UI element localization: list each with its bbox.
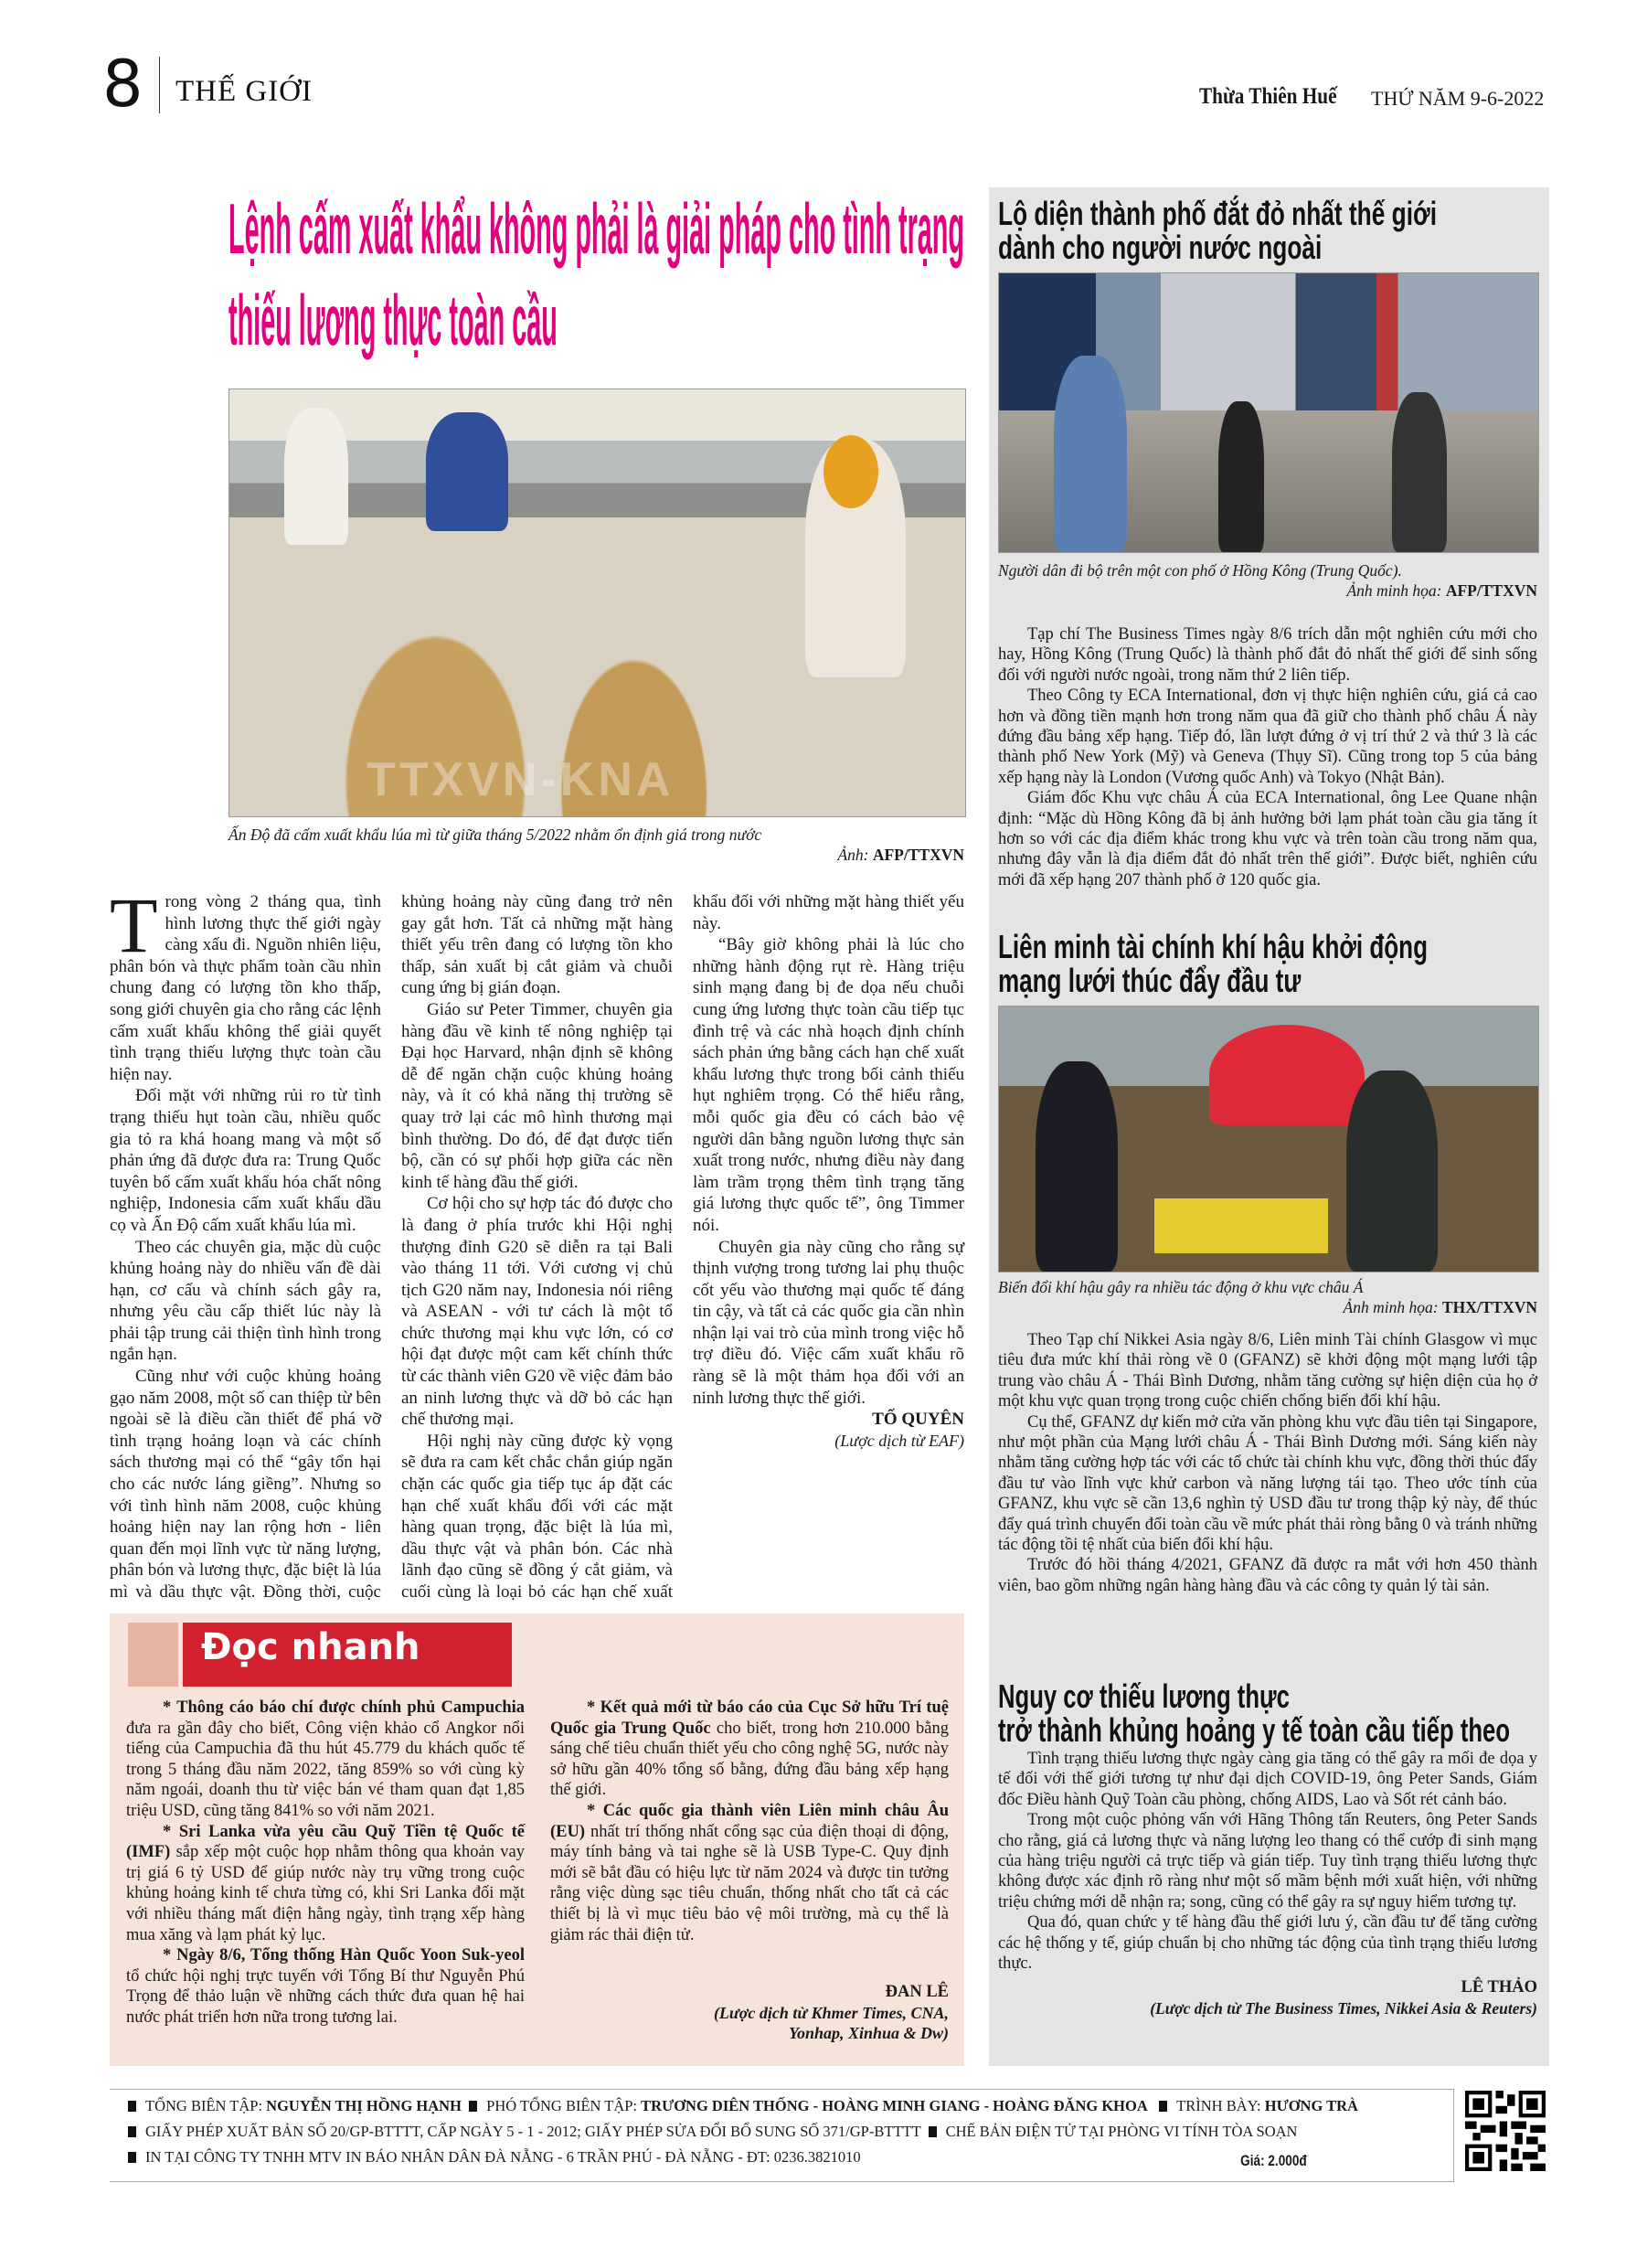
- quick-read-body: [126, 1698, 949, 2059]
- footer-line-license: [128, 2123, 1297, 2141]
- item-lead: * Thông cáo báo chí được chính phủ Campuchia: [163, 1698, 525, 1717]
- quick-read-item: [126, 1945, 525, 2028]
- headline-line: mạng lưới thúc đẩy đầu tư: [998, 962, 1302, 999]
- main-photo-wheat: [228, 389, 966, 817]
- story-paragraph: Cụ thể, GFANZ dự kiến mở cửa văn phòng khu vực đầu tiên tại Singapore, như một phần của Mạng lưới châu Á - Thái Bình Dương mới. Sáng kiến này nhằm tăng cường hợp tác với các tổ chức tài chính khu vực, đồng thời thúc đẩy đầu tư vào lĩnh vực khử carbon và năng lượng tái tạo. Theo ước tính của GFANZ, khu vực sẽ cần 13,6 nghìn tỷ USD đầu tư trong thập kỷ này, để thúc đẩy quá trình chuyển đổi toàn cầu về mức phát thải ròng bằng 0 và tránh những tác động tồi tệ nhất của biến đổi khí hậu.: [998, 1412, 1537, 1555]
- photo-figure: [1346, 1070, 1438, 1272]
- bullet-square-icon: [1159, 2101, 1167, 2112]
- item-text: tổ chức hội nghị trực tuyến với Tổng Bí thư Nguyễn Phú Trọng để thảo luận về những cách thức đưa quan hệ hai nước phát triển hơn nữa trong tương lai.: [126, 1966, 525, 2027]
- photo-credit: [998, 580, 1537, 601]
- quick-read-item: [126, 1822, 525, 1946]
- story1-body: [998, 624, 1537, 890]
- issue-date: THỨ NĂM 9-6-2022: [1371, 87, 1545, 110]
- story3-author: LÊ THẢO: [1461, 1978, 1537, 1997]
- item-text: nhất trí thống nhất cổng sạc của điện thoại di động, máy tính bảng và tai nghe sẽ là USB Type-C. Quy định mới sẽ bắt đầu có hiệu lực từ năm 2024 và được tin tưởng rằng việc dùng sạc tiêu chuẩn, thống nhất cho tất cả các thiết bị là vì mục tiêu bảo vệ môi trường, mà cụ thể là giảm rác thải điện tử.: [550, 1822, 949, 1944]
- quick-read-title: Đọc nhanh: [201, 1626, 420, 1668]
- photo-credit: [228, 845, 964, 865]
- layout-name: HƯƠNG TRÀ: [1264, 2097, 1358, 2114]
- story1-headline: [998, 197, 1599, 264]
- footer-line-editors: [128, 2097, 1358, 2115]
- story3-body: [998, 1749, 1537, 2018]
- item-text: sắp xếp một cuộc họp nhằm thông qua khoản vay trị giá 6 tỷ USD để giúp nước này trụ vững trong cuộc khủng hoảng kinh tế chưa từng có, khi Sri Lanka đối mặt với nhiều tháng mất điện hằng ngày, tình trạng xếp hàng mua xăng và lạm phát kỷ lục.: [126, 1843, 525, 1944]
- caption-text: Người dân đi bộ trên một con phố ở Hồng Kông (Trung Quốc).: [998, 561, 1402, 580]
- photo-figure: [284, 408, 348, 545]
- article-paragraph: Đối mặt với những rủi ro từ tình trạng thiếu hụt toàn cầu, nhiều quốc gia tỏ ra khá hoang mang và một số phản ứng đã được đưa ra: Trung Quốc tuyên bố cấm xuất khẩu hóa chất nông nghiệp, Indonesia cấm xuất khẩu dầu cọ và Ấn Độ cấm xuất khẩu lúa mì.: [110, 1086, 381, 1235]
- main-photo-caption: [228, 825, 964, 865]
- bullet-square-icon: [128, 2101, 136, 2112]
- article-paragraph: Theo các chuyên gia, mặc dù cuộc khủng hoảng này do nhiều vấn đề dài hạn, cơ cấu và chính sách gây ra, nhưng yêu cầu cấp thiết lúc này là phải tập trung cải thiện tình hình trong ngắn hạn.: [110, 1237, 381, 1365]
- story-paragraph: Trước đó hồi tháng 4/2021, GFANZ đã được ra mắt với hơn 450 thành viên, bao gồm những ngân hàng hàng đầu và các công ty quản lý tài sản.: [998, 1556, 1537, 1595]
- photo-figure: [824, 435, 878, 508]
- item-lead: * Ngày 8/6, Tổng thống Hàn Quốc Yoon Suk-yeol: [163, 1946, 525, 1965]
- paragraph-text: rong vòng 2 tháng qua, tình hình lương thực thế giới ngày càng xấu đi. Nguồn nhiên liệu, phân bón và thực phẩm toàn cầu nhìn chung đang có lượng tồn kho thấp, song giới chuyên gia cho rằng các lệnh cấm xuất khẩu không thể giải quyết tình trạng thiếu lượng thực toàn cầu hiện nay.: [110, 892, 381, 1084]
- masthead-footer: [110, 2089, 1454, 2182]
- story-paragraph: Giám đốc Khu vực châu Á của ECA International, ông Lee Quane nhận định: “Mặc dù Hồng Kông đã bị ảnh hưởng bởi lạm phát toàn cầu gia tăng ít hơn so với các địa điểm khác trong khu vực và trên toàn cầu trong năm qua, nhưng đây vẫn là địa điểm đắt đỏ nhất trên thế giới”. Được biết, nghiên cứu mới đã xếp hạng 207 thành phố ở 120 quốc gia.: [998, 789, 1537, 889]
- story-paragraph: Theo Tạp chí Nikkei Asia ngày 8/6, Liên minh Tài chính Glasgow vì mục tiêu đưa mức khí thải ròng về 0 (GFANZ) sẽ khởi động một mạng lưới tập trung vào châu Á - Thái Bình Dương, nhằm tăng cường sự hiện diện của họ ở một khu vực quan trọng trong cuộc chiến chống biến đổi khí hậu.: [998, 1331, 1537, 1411]
- story-paragraph: Trong một cuộc phỏng vấn với Hãng Thông tấn Reuters, ông Peter Sands cho rằng, giá cả lương thực và năng lượng leo thang có thể cướp đi sinh mạng của hàng triệu người cả trực tiếp và gián tiếp. Tuy tình trạng thiếu lương thực không được xác định rõ ràng như một số mầm bệnh mới xuất hiện, với những triệu chứng mới dễ nhận ra; song, cũng có thể gây ra sự nguy hiểm tương tự.: [998, 1811, 1537, 1911]
- item-lead: * Các quốc gia thành viên Liên minh châu Âu (EU): [550, 1801, 949, 1841]
- story2-body: [998, 1330, 1537, 1596]
- credit-source: AFP/TTXVN: [1445, 581, 1537, 600]
- credit-source: AFP/TTXVN: [872, 846, 964, 864]
- story1-caption: [998, 560, 1537, 601]
- story2-headline: [998, 930, 1592, 997]
- section-title: THẾ GIỚI: [175, 75, 313, 108]
- deputy-names: TRƯƠNG DIÊN THỐNG - HOÀNG MINH GIANG - HOÀNG ĐĂNG KHOA: [641, 2097, 1148, 2114]
- printer-text: IN TẠI CÔNG TY TNHH MTV IN BÁO NHÂN DÂN ĐÀ NẴNG - 6 TRẦN PHÚ - ĐÀ NẴNG - ĐT: 0236.3821010: [145, 2148, 861, 2166]
- credit-source: THX/TTXVN: [1441, 1298, 1537, 1316]
- story-paragraph: Tạp chí The Business Times ngày 8/6 trích dẫn một nghiên cứu mới cho hay, Hồng Kông (Trung Quốc) là thành phố đắt đỏ nhất thế giới để sinh sống đối với người nước ngoài, trong năm thứ 2 liên tiếp.: [998, 625, 1537, 685]
- license-text: GIẤY PHÉP XUẤT BẢN SỐ 20/GP-BTTTT, CẤP NGÀY 5 - 1 - 2012; GIẤY PHÉP SỬA ĐỔI BỔ SUNG SỐ 371/GP-BTTTT: [145, 2123, 921, 2140]
- main-headline: [228, 183, 964, 366]
- main-article-body: [110, 881, 964, 1613]
- item-text: cho biết, trong hơn 210.000 bằng sáng chế tiêu chuẩn thiết yếu cho công nghệ 5G, nước này sở hữu gần 40% tổng số bằng, đứng đầu bảng xếp hạng thế giới.: [550, 1719, 949, 1800]
- photo-figure: [1218, 401, 1264, 552]
- story-paragraph: Qua đó, quan chức y tế hàng đầu thế giới lưu ý, cần đầu tư để tăng cường các hệ thống y tế, giúp chuẩn bị cho những tác động của tình trạng thiếu lương thực.: [998, 1913, 1537, 1974]
- spacer: [550, 1945, 949, 1982]
- price: Giá: 2.000đ: [1240, 2152, 1307, 2169]
- article-author: TỐ QUYÊN: [872, 1410, 964, 1430]
- quick-read-author: ĐAN LÊ: [885, 1983, 949, 2002]
- article-paragraph: Giáo sư Peter Timmer, chuyên gia hàng đầu về kinh tế nông nghiệp tại Đại học Harvard, nhận định sẽ không dễ để ngăn chặn cuộc khủng hoảng này, và ít có khả năng thị trường sẽ quay trở lại các mô hình thương mại bình thường. Do đó, để đạt được tiến bộ, cần có sự phối hợp giữa các nền kinh tế hàng đầu thế giới.: [401, 999, 673, 1192]
- item-lead: * Sri Lanka vừa yêu cầu Quỹ Tiền tệ Quốc tế (IMF): [126, 1822, 525, 1862]
- quick-read-box: [110, 1613, 964, 2066]
- editor-label: TỔNG BIÊN TẬP:: [145, 2097, 263, 2114]
- headline-line: thiếu lương thực toàn cầu: [228, 280, 558, 360]
- qr-code-icon[interactable]: [1465, 2091, 1546, 2171]
- sidebar-news: [989, 187, 1549, 2066]
- flood-photo: [998, 1006, 1539, 1272]
- page-number: 8: [102, 47, 143, 122]
- headline-line: trở thành khủng hoảng y tế toàn cầu tiếp theo: [998, 1711, 1510, 1749]
- article-paragraph: Cơ hội cho sự hợp tác đó được cho là đang ở phía trước khi Hội nghị thượng đỉnh G20 sẽ diễn ra tại Bali vào tháng 11 tới. Với cương vị chủ tịch G20 năm nay, Indonesia nói riêng và ASEAN - với tư cách là một tổ chức thương mại khu vực lớn, có cơ hội đạt được một cam kết chính thức từ các thành viên G20 về việc đảm bảo an ninh lương thực và dỡ bỏ các hạn chế thương mại.: [401, 1194, 673, 1430]
- article-paragraph: “Bây giờ không phải là lúc cho những hành động rụt rè. Hàng triệu sinh mạng đang bị đe dọa nếu chuỗi cung ứng lương thực toàn cầu tiếp tục đình trệ và các nhà hoạch định chính sách phản ứng bằng cách hạn chế xuất khẩu lương thực trong bối cảnh thiếu hụt nghiêm trọng. Có thể hiểu rằng, mỗi quốc gia đều có cách bảo vệ người dân bằng nguồn lương thực sản xuất trong nước, nhưng điều này đang làm trầm trọng thêm tình trạng tăng giá lương thực quốc tế”, ông Timmer nói.: [693, 935, 964, 1235]
- photo-figure: [1036, 1061, 1118, 1272]
- bullet-square-icon: [128, 2152, 136, 2163]
- headline-line: Lộ diện thành phố đắt đỏ nhất thế giới: [998, 195, 1437, 232]
- drop-cap: T: [110, 881, 158, 969]
- photo-figure: [1054, 356, 1127, 552]
- headline-line: Lệnh cấm xuất khẩu không phải là giải pháp cho tình trạng: [228, 188, 964, 269]
- photo-figure: [1392, 392, 1447, 552]
- item-text: đưa ra gần đây cho biết, Công viện khảo cổ Angkor nổi tiếng của Campuchia đã thu hút 45.779 du khách quốc tế trong 5 tháng đầu năm 2022, tăng 859% so với cùng kỳ năm ngoái, doanh thu từ việc bán vé tham quan đạt 1,85 triệu USD, cũng tăng 841% so với năm 2021.: [126, 1719, 525, 1820]
- credit-label: Ảnh minh họa:: [1346, 581, 1442, 600]
- headline-line: Nguy cơ thiếu lương thực: [998, 1677, 1290, 1715]
- photo-umbrella: [1209, 1025, 1365, 1125]
- article-paragraph: [110, 881, 381, 1085]
- story3-source: (Lược dịch từ The Business Times, Nikkei Asia & Reuters): [1150, 1998, 1537, 2018]
- article-paragraph: Cũng như với cuộc khủng hoảng gạo năm 2008, một số can thiệp từ bên ngoài sẽ là điều cần thiết để phá vỡ tình trạng hoảng loạn và các chính sách thương mại có thể “gây tổn hại cho các nước láng giềng”. Nhưng so với tình hình năm 2008, cuộc khủng hoảng hiện nay lan rộng hơn - liên quan đến mọi lĩnh vực từ năng lượng, phân bón và lương thực, đặc biệt là lúa mì và dầu thực vật. Đồng thời, cuộc khủng hoảng này cũng đang trở nên gay gắt hơn. Tất cả những mặt hàng thiết yếu trên đang có lượng tồn kho thấp, sản xuất bị cắt giảm và chuỗi cung ứng bị gián đoạn.: [110, 892, 673, 1602]
- headline-line: Liên minh tài chính khí hậu khởi động: [998, 928, 1428, 965]
- layout-label: TRÌNH BÀY:: [1176, 2097, 1261, 2114]
- quick-read-tab-accent: [128, 1623, 178, 1687]
- headline-line: dành cho người nước ngoài: [998, 229, 1323, 266]
- article-paragraph: Hội nghị này cũng được kỳ vọng sẽ đưa ra cam kết chắc chắn giúp ngăn chặn các quốc gia tiếp tục áp đặt các hạn chế xuất khẩu đối với các mặt hàng quan trọng, đặc biệt là lúa mì, dầu thực vật và phân bón. Các nhà lãnh đạo cũng sẽ đồng ý cắt giảm, và cuối cùng là loại bỏ các hạn chế xuất khẩu đối với những mặt hàng thiết yếu này.: [401, 892, 964, 1602]
- quick-read-item: [550, 1698, 949, 1801]
- newspaper-name: Thừa Thiên Huế: [1199, 84, 1337, 109]
- story3-headline: [998, 1679, 1647, 1747]
- photo-credit: [998, 1297, 1537, 1317]
- credit-label: Ảnh minh họa:: [1343, 1298, 1439, 1316]
- story-paragraph: Theo Công ty ECA International, đơn vị thực hiện nghiên cứu, giá cả cao hơn và đồng tiền mạnh hơn trong năm qua đã giữ cho thành phố châu Á này đứng đầu bảng xếp hạng. Tiếp đó, lần lượt đứng ở vị trí thứ 2 và thứ 3 là các thành phố New York (Mỹ) và Geneva (Thụy Sĩ). Cũng trong top 5 của bảng xếp hạng này là London (Vương quốc Anh) và Tokyo (Nhật Bản).: [998, 687, 1537, 787]
- article-paragraph: Chuyên gia này cũng cho rằng sự thịnh vượng trong tương lai phụ thuộc cốt yếu vào thương mại quốc tế đáng tin cậy, và tất cả các quốc gia cần nhìn nhận lại vai trò của mình trong việc hỗ trợ điều đó. Việc cấm xuất khẩu rõ ràng sẽ là một thảm họa đối với an ninh lương thực thế giới.: [693, 1237, 964, 1408]
- hong-kong-street-photo: [998, 272, 1539, 553]
- article-source: (Lược dịch từ EAF): [834, 1431, 964, 1450]
- bullet-square-icon: [929, 2126, 937, 2137]
- item-lead: * Kết quả mới từ báo cáo của Cục Sở hữu Trí tuệ Quốc gia Trung Quốc: [550, 1698, 949, 1738]
- bullet-square-icon: [469, 2101, 477, 2112]
- typesetting-text: CHẾ BẢN ĐIỆN TỬ TẠI PHÒNG VI TÍNH TÒA SOẠN: [945, 2123, 1298, 2140]
- quick-read-source: (Lược dịch từ Khmer Times, CNA, Yonhap, Xinhua & Dw): [713, 2003, 949, 2043]
- deputy-label: PHÓ TỔNG BIÊN TẬP:: [486, 2097, 638, 2114]
- footer-line-printer: [128, 2148, 861, 2167]
- photo-watermark: TTXVN-KNA: [367, 753, 675, 806]
- caption-text: Ấn Độ đã cấm xuất khẩu lúa mì từ giữa tháng 5/2022 nhằm ổn định giá trong nước: [228, 825, 762, 844]
- credit-label: Ảnh:: [837, 846, 869, 864]
- header-divider: [159, 57, 160, 113]
- quick-read-item: [550, 1801, 949, 1945]
- editor-name: NGUYỄN THỊ HỒNG HẠNH: [266, 2097, 462, 2114]
- story-paragraph: Tình trạng thiếu lương thực ngày càng gia tăng có thể gây ra mối đe dọa y tế đối với thế giới tương tự như đại dịch COVID-19, ông Peter Sands, Giám đốc Điều hành Quỹ Toàn cầu phòng, chống AIDS, Lao và Sốt rét cảnh báo.: [998, 1750, 1537, 1809]
- bullet-square-icon: [128, 2126, 136, 2137]
- caption-text: Biến đổi khí hậu gây ra nhiều tác động ở khu vực châu Á: [998, 1278, 1364, 1296]
- story2-caption: [998, 1277, 1537, 1317]
- photo-figure: [426, 412, 508, 531]
- quick-read-item: [126, 1698, 525, 1822]
- photo-boat: [1154, 1198, 1328, 1253]
